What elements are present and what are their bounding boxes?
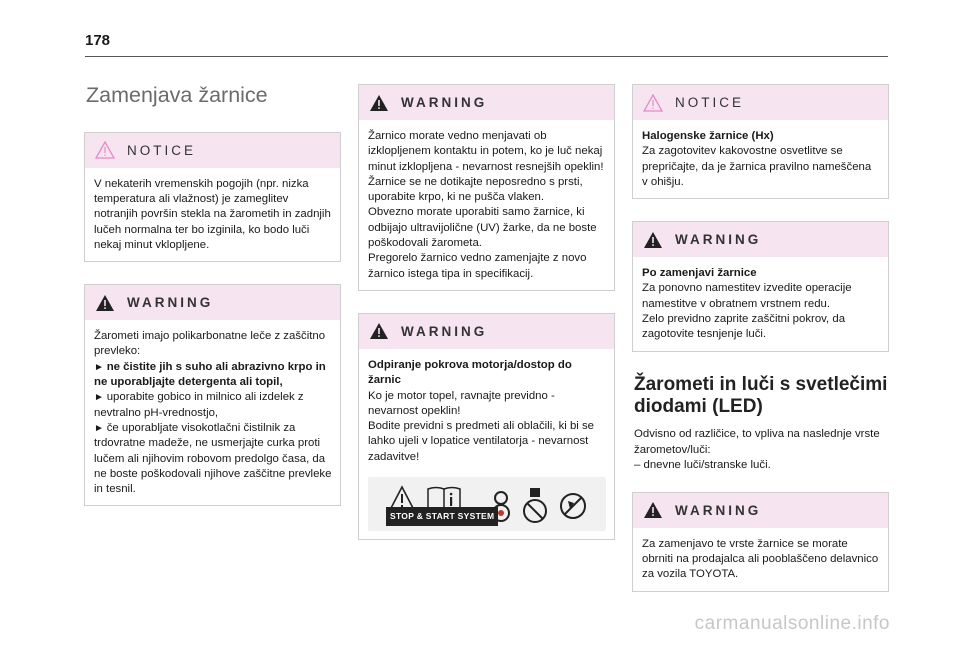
warning-header <box>359 314 614 349</box>
warning-heading: Odpiranje pokrova motorja/dostop do žarnic <box>368 358 572 387</box>
notice-box <box>632 84 889 199</box>
pictogram-strip <box>368 477 606 531</box>
notice-label: NOTICE <box>675 95 745 110</box>
warning-text: Zelo previdno zaprite zaščitni pokrov, da zagotovite tesnjenje luči. <box>642 313 846 341</box>
bullet-item: ► uporabite gobico in milnico ali izdelek z nevtralno pH-vrednostjo, <box>94 390 332 421</box>
warning-text: Ko je motor topel, ravnajte previdno - nevarnost opeklin! <box>368 389 555 417</box>
warning-header <box>633 493 888 528</box>
column-2 <box>358 84 615 562</box>
warning-label: WARNING <box>675 502 762 518</box>
no-tie-fan-icon <box>558 491 588 521</box>
notice-label: NOTICE <box>127 142 197 158</box>
section-text: Odvisno od različice, to vpliva na naslednje vrste žarometov/luči: – dnevne luči/stranske luči. <box>634 428 880 472</box>
warning-text: Pregorelo žarnico vedno zamenjajte z novo žarnico istega tipa in specifikacij. <box>368 252 587 280</box>
warning-text: Bodite previdni s predmeti ali oblačili, ki bi se lahko ujeli v lopatice ventilatorja - nevarnost zadavitve! <box>368 420 595 463</box>
notice-heading: Halogenske žarnice (Hx) <box>642 130 774 142</box>
bullet-item: ► ne čistite jih s suho ali abrazivno krpo in ne uporabljajte detergenta ali topil, <box>94 360 332 391</box>
notice-text: Za zagotovitev kakovostne osvetlitve se prepričajte, da je žarnica pravilno nameščena v ohišju. <box>642 145 872 188</box>
warning-heading: Po zamenjavi žarnice <box>642 267 757 280</box>
warning-triangle-icon <box>95 294 115 312</box>
warning-header <box>633 222 888 257</box>
notice-header <box>633 85 888 120</box>
warning-triangle-icon <box>643 501 663 519</box>
warning-box <box>84 284 341 506</box>
page-title: Zamenjava žarnice <box>86 83 268 107</box>
warning-label: WARNING <box>401 95 488 110</box>
watermark: carmanualsonline.info <box>694 613 890 634</box>
warning-text: Žarnico morate vedno menjavati ob izklopljenem kontaktu in potem, ko je luč nekaj minut izklopljena - nevarnost resnejših opeklin! <box>368 130 604 173</box>
warning-label: WARNING <box>401 323 488 339</box>
warning-label: WARNING <box>675 232 762 248</box>
warning-text: Žarnice se ne dotikajte neposredno s prsti, uporabite krpo, ki ne pušča vlaken. <box>368 175 583 204</box>
warning-box <box>358 313 615 540</box>
section-title: Žarometi in luči s svetlečimi diodami (LED) <box>634 373 888 418</box>
notice-text: V nekaterih vremenskih pogojih (npr. nizka temperatura ali vlažnost) je zameglitev notranjih površin stekla na žarometih in zadnjih lučeh normalna ter bo izginila, ko bodo luči nekaj minut vklopljene. <box>94 177 331 251</box>
column-1 <box>84 84 341 528</box>
warning-text: Obvezno morate uporabiti samo žarnice, ki odbijajo ultravijolične (UV) žarke, da ne boste poškodovali žarometa. <box>368 206 597 250</box>
warning-label: WARNING <box>127 295 214 311</box>
stop-start-badge: STOP & START SYSTEM <box>386 507 498 526</box>
no-hand-fan-icon <box>522 485 548 525</box>
column-3 <box>632 84 889 614</box>
notice-box <box>84 132 341 262</box>
warning-box <box>358 84 615 291</box>
bullet-item: ► če uporabljate visokotlačni čistilnik za trdovratne madeže, ne usmerjajte curka proti lučem ali njihovim robovom predolgo časa, da ne boste poškodovali njihove zaščitne prevleke in tesnil. <box>94 421 332 497</box>
warning-header <box>85 285 340 320</box>
notice-header <box>85 133 340 168</box>
warning-box <box>632 221 889 351</box>
warning-triangle-outline-icon <box>95 141 115 159</box>
warning-header <box>359 85 614 120</box>
warning-triangle-icon <box>369 94 389 112</box>
warning-triangle-outline-icon <box>643 94 663 112</box>
page-number: 178 <box>85 32 111 49</box>
warning-triangle-icon <box>643 231 663 249</box>
warning-text: Za zamenjavo te vrste žarnice se morate obrniti na prodajalca ali pooblaščeno delavnico za vozila TOYOTA. <box>642 537 879 581</box>
header-rule <box>85 56 888 57</box>
warning-intro: Žarometi imajo polikarbonatne leče z zaščitno prevleko: <box>94 330 326 358</box>
warning-triangle-icon <box>369 322 389 340</box>
warning-text: Za ponovno namestitev izvedite operacije namestitve v obratnem vrstnem redu. <box>642 282 852 310</box>
warning-box <box>632 492 889 592</box>
